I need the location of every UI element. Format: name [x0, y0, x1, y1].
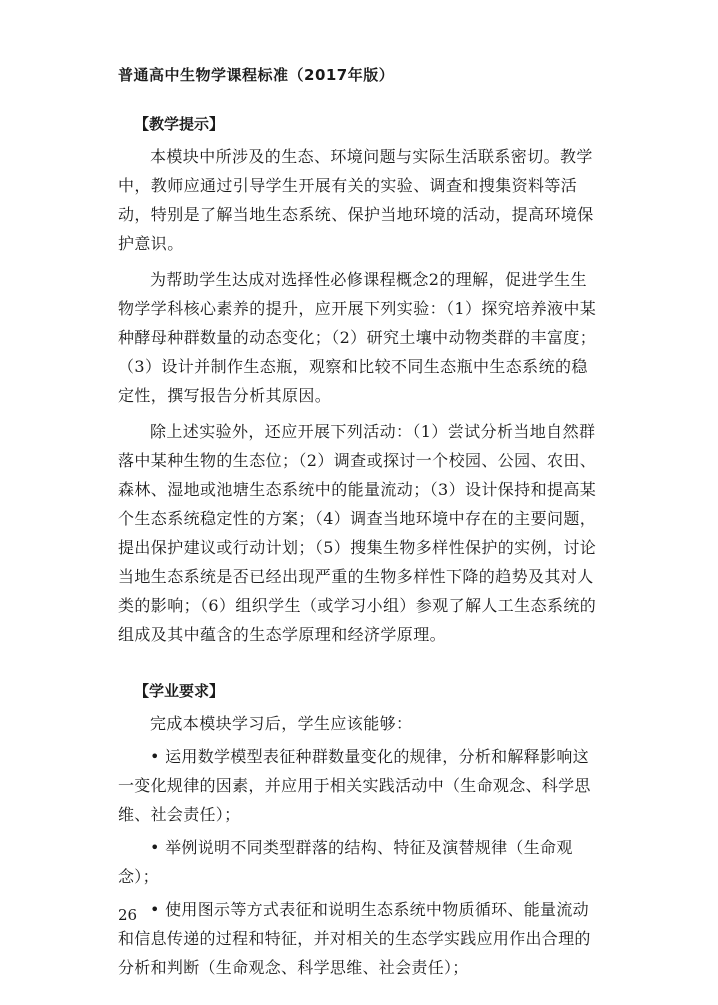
teaching-tips-paragraph-3: 除上述实验外，还应开展下列活动：（1）尝试分析当地自然群落中某种生物的生态位；（2）调查或探讨一个校园、公园、农田、森林、湿地或池塘生态系统中的能量流动；（3）设计保持和提高某个生态系统稳定性的方案；（4）调查当地环境中存在的主要问题，提出保护建议或行动计划；（5）搜集生物多样性保护的实例，讨论当地生态系统是否已经出现严重的生物多样性下降的趋势及其对人类的影响；（6）组织学生（或学习小组）参观了解人工生态系统的组成及其中蕴含的生态学原理和经济学原理。 [118, 422, 597, 644]
learning-requirement-item-2: • 举例说明不同类型群落的结构、特征及演替规律（生命观念）； [118, 838, 573, 886]
teaching-tips-paragraph-2: 为帮助学生达成对选择性必修课程概念2的理解，促进学生生物学学科核心素养的提升，应开展下列实验：（1）探究培养液中某种酵母种群数量的动态变化；（2）研究土壤中动物类群的丰富度；（3）设计并制作生态瓶，观察和比较不同生态瓶中生态系统的稳定性，撰写报告分析其原因。 [118, 270, 597, 405]
page-number: 26 [118, 906, 138, 924]
teaching-tips-paragraph-1: 本模块中所涉及的生态、环境问题与实际生活联系密切。教学中，教师应通过引导学生开展有关的实验、调查和搜集资料等活动，特别是了解当地生态系统、保护当地环境的活动，提高环境保护意识。 [118, 147, 594, 253]
learning-requirement-item-3: • 使用图示等方式表征和说明生态系统中物质循环、能量流动和信息传递的过程和特征，并对相关的生态学实践应用作出合理的分析和判断（生命观念、科学思维、社会责任）； [118, 900, 591, 977]
page-body [118, 112, 598, 982]
teaching-tips-heading: 【教学提示】 [134, 115, 225, 133]
learning-requirements-intro: 完成本模块学习后，学生应该能够： [150, 714, 413, 733]
running-header: 普通高中生物学课程标准（2017年版） [118, 66, 395, 84]
learning-requirement-item-1: • 运用数学模型表征种群数量变化的规律，分析和解释影响这一变化规律的因素，并应用于相关实践活动中（生命观念、科学思维、社会责任）； [118, 747, 591, 824]
learning-requirements-heading: 【学业要求】 [134, 682, 225, 700]
